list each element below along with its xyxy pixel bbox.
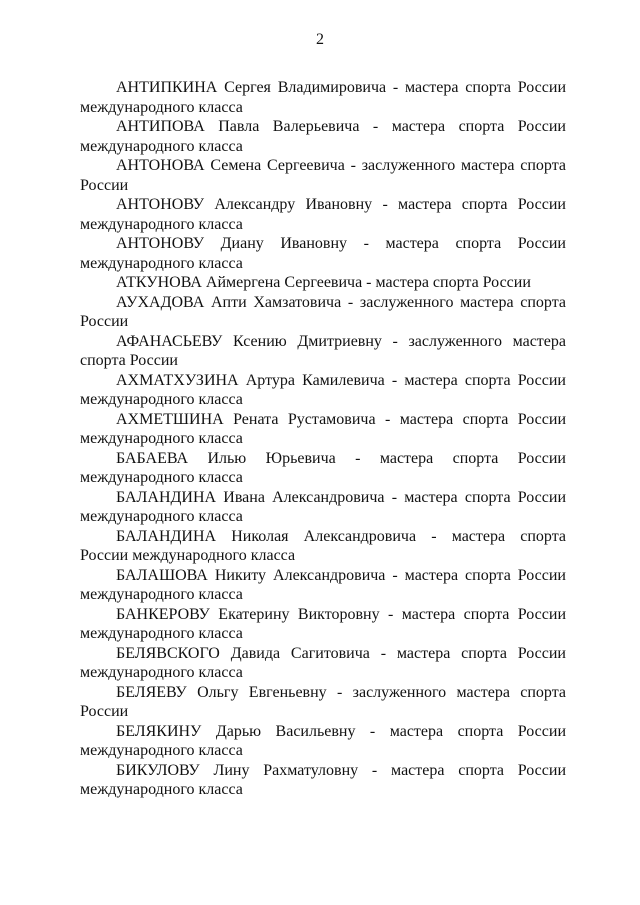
entry-name-line: АФАНАСЬЕВУ Ксению Дмитриевну - заслуженного мастера: [116, 332, 566, 350]
list-item: [80, 195, 566, 234]
list-item: [80, 273, 566, 293]
list-item: [80, 488, 566, 527]
entry-name-line: БЕЛЯВСКОГО Давида Сагитовича - мастера спорта России: [116, 644, 566, 662]
entry-continuation: России международного класса: [80, 547, 296, 564]
entry-continuation: международного класса: [80, 586, 243, 603]
entry-name-line: БЕЛЯКИНУ Дарью Васильевну - мастера спорта России: [116, 722, 566, 740]
entry-name-line: АХМЕТШИНА Рената Рустамовича - мастера спорта России: [116, 410, 566, 428]
entry-name-line: БАЛАНДИНА Ивана Александровича - мастера спорта России: [116, 488, 566, 506]
entry-continuation: спорта России: [80, 352, 178, 369]
entry-continuation: международного класса: [80, 664, 243, 681]
entry-continuation: международного класса: [80, 742, 243, 759]
list-item: [80, 293, 566, 332]
entry-continuation: России: [80, 176, 129, 194]
list-item: [80, 332, 566, 371]
entry-name-line: АНТОНОВУ Александру Ивановну - мастера спорта России: [116, 196, 566, 213]
entry-continuation: международного класса: [80, 469, 243, 486]
entry-name-line: БАЛАШОВА Никиту Александровича - мастера спорта России: [116, 566, 566, 584]
entry-continuation: международного класса: [80, 254, 243, 272]
entry-continuation: международного класса: [80, 625, 243, 642]
entry-name-line: БАБАЕВА Илью Юрьевича - мастера спорта России: [116, 449, 566, 467]
list-item: [80, 449, 566, 488]
page-number: 2: [316, 31, 324, 48]
entry-name-line: АУХАДОВА Апти Хамзатовича - заслуженного мастера спорта: [116, 293, 566, 311]
list-item: [80, 644, 566, 683]
entry-name-line: АНТОНОВА Семена Сергеевича - заслуженного мастера спорта: [116, 157, 566, 174]
award-list: [80, 78, 566, 800]
list-item: [80, 527, 566, 566]
list-item: [80, 234, 566, 273]
entry-continuation: международного класса: [80, 215, 243, 233]
list-item: [80, 722, 566, 761]
entry-continuation: России: [80, 703, 129, 720]
list-item: [80, 371, 566, 410]
entry-continuation: международного класса: [80, 430, 243, 447]
list-item: [80, 117, 566, 156]
entry-continuation: международного класса: [80, 391, 243, 408]
entry-name-line: БАЛАНДИНА Николая Александровича - мастера спорта: [116, 527, 566, 545]
entry-name-line: АНТИПОВА Павла Валерьевича - мастера спорта России: [116, 118, 566, 135]
entry-name-line: АТКУНОВА Аймергена Сергеевича - мастера спорта России: [116, 274, 531, 291]
entry-name-line: БАНКЕРОВУ Екатерину Викторовну - мастера спорта России: [116, 605, 566, 623]
entry-continuation: России: [80, 313, 129, 330]
entry-name-line: БИКУЛОВУ Лину Рахматуловну - мастера спорта России: [116, 761, 566, 779]
list-item: [80, 78, 566, 117]
entry-continuation: международного класса: [80, 508, 243, 525]
list-item: [80, 605, 566, 644]
list-item: [80, 410, 566, 449]
entry-name-line: БЕЛЯЕВУ Ольгу Евгеньевну - заслуженного мастера спорта: [116, 683, 566, 701]
list-item: [80, 761, 566, 800]
list-item: [80, 156, 566, 195]
entry-name-line: АНТИПКИНА Сергея Владимировича - мастера спорта России: [116, 79, 566, 96]
entry-continuation: международного класса: [80, 137, 243, 155]
list-item: [80, 683, 566, 722]
entry-continuation: международного класса: [80, 781, 243, 798]
list-item: [80, 566, 566, 605]
entry-name-line: АХМАТХУЗИНА Артура Камилевича - мастера спорта России: [116, 371, 566, 389]
entry-continuation: международного класса: [80, 98, 243, 116]
entry-name-line: АНТОНОВУ Диану Ивановну - мастера спорта России: [116, 235, 566, 252]
